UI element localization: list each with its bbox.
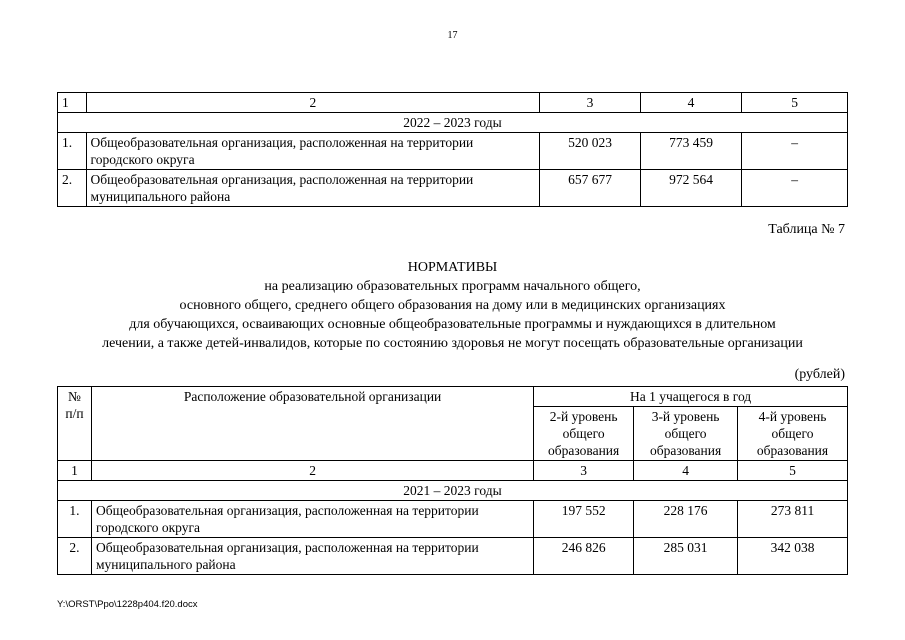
table-row: [58, 538, 848, 575]
organization-location: [91, 501, 533, 538]
header-text: общего: [562, 426, 605, 441]
unit-note: (рублей): [794, 367, 845, 382]
value-cell: 520 023: [540, 133, 641, 170]
row-number: 1.: [58, 501, 92, 538]
value-cell: 246 826: [534, 538, 634, 575]
header-text: образования: [649, 443, 722, 458]
col-number: 1: [58, 461, 92, 481]
value-cell: –: [742, 170, 848, 207]
col-number: 1: [58, 93, 87, 113]
header-text: общего: [771, 426, 814, 441]
level-header: [738, 407, 848, 461]
col-number: 4: [640, 93, 742, 113]
heading-line: для обучающихся, осваивающих основные общеобразовательные программы и нуждающихся в длительном: [129, 317, 776, 332]
header-text: общего: [664, 426, 707, 441]
col-number: 3: [540, 93, 641, 113]
table-row: [58, 170, 848, 207]
location-line: муниципального района: [95, 557, 236, 572]
col-number: 5: [742, 93, 848, 113]
page-number: 17: [447, 30, 458, 41]
value-cell: 972 564: [640, 170, 742, 207]
heading-line: на реализацию образовательных программ начального общего,: [264, 279, 641, 294]
header-text: образования: [756, 443, 829, 458]
location-line: Общеобразовательная организация, расположенная на территории: [90, 135, 474, 150]
heading-line: основного общего, среднего общего образования на дому или в медицинских организациях: [179, 298, 726, 313]
table-row: [58, 501, 848, 538]
header-text: №: [68, 389, 81, 404]
column-number-row: [58, 461, 848, 481]
location-header: Расположение образовательной организации: [91, 387, 533, 461]
organization-location: [86, 170, 540, 207]
period-label: 2022 – 2023 годы: [58, 113, 848, 133]
value-cell: 197 552: [534, 501, 634, 538]
level-header: [534, 407, 634, 461]
value-cell: 657 677: [540, 170, 641, 207]
header-row: [58, 387, 848, 407]
location-line: Общеобразовательная организация, расположенная на территории: [95, 540, 479, 555]
location-line: Общеобразовательная организация, расположенная на территории: [90, 172, 474, 187]
location-line: Общеобразовательная организация, расположенная на территории: [95, 503, 479, 518]
table-caption: Таблица № 7: [768, 222, 845, 237]
heading-title: НОРМАТИВЫ: [407, 260, 498, 275]
heading-line: лечении, а также детей-инвалидов, которые по состоянию здоровья не могут посещать образовательные организации: [102, 336, 803, 351]
value-cell: –: [742, 133, 848, 170]
norms-table: [57, 386, 848, 575]
period-row: [58, 113, 848, 133]
file-path-footer: Y:\ORST\Ppo\1228p404.f20.docx: [57, 599, 198, 610]
period-row: [58, 481, 848, 501]
table-row: [58, 133, 848, 170]
organization-location: [86, 133, 540, 170]
row-number-header: [58, 387, 92, 461]
document-heading: [0, 258, 905, 353]
header-text: 4-й уровень: [758, 409, 827, 424]
row-number: 2.: [58, 170, 87, 207]
value-cell: 342 038: [738, 538, 848, 575]
row-number: 1.: [58, 133, 87, 170]
per-student-header: На 1 учащегося в год: [534, 387, 848, 407]
col-number: 2: [91, 461, 533, 481]
header-text: 3-й уровень: [651, 409, 720, 424]
row-number: 2.: [58, 538, 92, 575]
value-cell: 273 811: [738, 501, 848, 538]
col-number: 5: [738, 461, 848, 481]
location-line: городского округа: [95, 520, 201, 535]
header-text: 2-й уровень: [549, 409, 618, 424]
period-label: 2021 – 2023 годы: [58, 481, 848, 501]
level-header: [634, 407, 738, 461]
col-number: 3: [534, 461, 634, 481]
header-text: п/п: [65, 406, 84, 421]
header-text: образования: [548, 443, 620, 458]
col-number: 4: [634, 461, 738, 481]
value-cell: 773 459: [640, 133, 742, 170]
funding-table-continued: [57, 92, 848, 207]
organization-location: [91, 538, 533, 575]
value-cell: 228 176: [634, 501, 738, 538]
column-number-row: [58, 93, 848, 113]
col-number: 2: [86, 93, 540, 113]
value-cell: 285 031: [634, 538, 738, 575]
location-line: городского округа: [90, 152, 195, 167]
location-line: муниципального района: [90, 189, 231, 204]
